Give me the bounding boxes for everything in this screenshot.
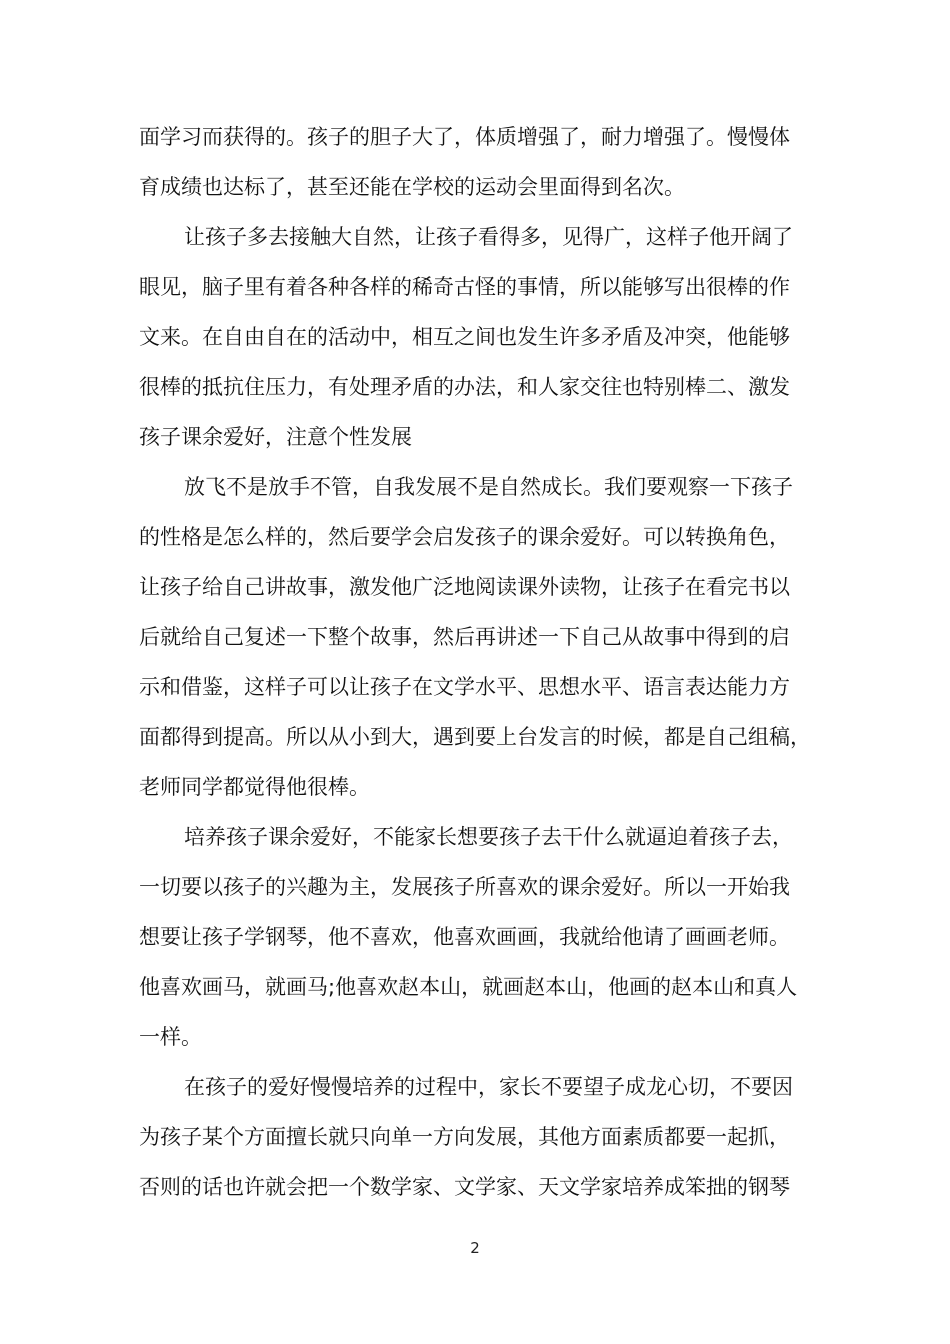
text-line: 老师同学都觉得他很棒。: [139, 775, 370, 799]
text-line: 的性格是怎么样的，然后要学会启发孩子的课余爱好。可以转换角色，: [139, 525, 790, 549]
text-line: 文来。在自由自在的活动中，相互之间也发生许多矛盾及冲突，他能够: [139, 325, 790, 349]
text-line: 一切要以孩子的兴趣为主，发展孩子所喜欢的课余爱好。所以一开始我: [139, 875, 790, 899]
text-line: 一样。: [139, 1025, 202, 1049]
paragraph-first-line: 在孩子的爱好慢慢培养的过程中，家长不要望子成龙心切，不要因: [184, 1075, 793, 1099]
paragraph-first-line: 让孩子多去接触大自然，让孩子看得多，见得广，这样子他开阔了: [184, 225, 793, 249]
paragraph-first-line: 放飞不是放手不管，自我发展不是自然成长。我们要观察一下孩子: [184, 475, 793, 499]
text-line: 想要让孩子学钢琴，他不喜欢，他喜欢画画，我就给他请了画画老师。: [139, 925, 790, 949]
text-line: 后就给自己复述一下整个故事，然后再讲述一下自己从故事中得到的启: [139, 625, 790, 649]
text-line: 为孩子某个方面擅长就只向单一方向发展，其他方面素质都要一起抓，: [139, 1125, 790, 1149]
page-number: 2: [470, 1239, 480, 1257]
text-line: 很棒的抵抗住压力，有处理矛盾的办法，和人家交往也特别棒二、激发: [139, 375, 790, 399]
text-line: 示和借鉴，这样子可以让孩子在文学水平、思想水平、语言表达能力方: [139, 675, 790, 699]
text-line: 否则的话也许就会把一个数学家、文学家、天文学家培养成笨拙的钢琴: [139, 1175, 790, 1199]
text-line: 育成绩也达标了，甚至还能在学校的运动会里面得到名次。: [139, 175, 685, 199]
text-line: 让孩子给自己讲故事，激发他广泛地阅读课外读物，让孩子在看完书以: [139, 575, 790, 599]
text-line: 他喜欢画马，就画马;他喜欢赵本山，就画赵本山，他画的赵本山和真人: [139, 975, 798, 999]
text-line: 面学习而获得的。孩子的胆子大了，体质增强了，耐力增强了。慢慢体: [139, 125, 790, 149]
text-line: 眼见，脑子里有着各种各样的稀奇古怪的事情，所以能够写出很棒的作: [139, 275, 790, 299]
text-line: 面都得到提高。所以从小到大，遇到要上台发言的时候，都是自己组稿，: [139, 725, 811, 749]
text-line: 孩子课余爱好，注意个性发展: [139, 425, 412, 449]
paragraph-first-line: 培养孩子课余爱好，不能家长想要孩子去干什么就逼迫着孩子去，: [184, 825, 793, 849]
